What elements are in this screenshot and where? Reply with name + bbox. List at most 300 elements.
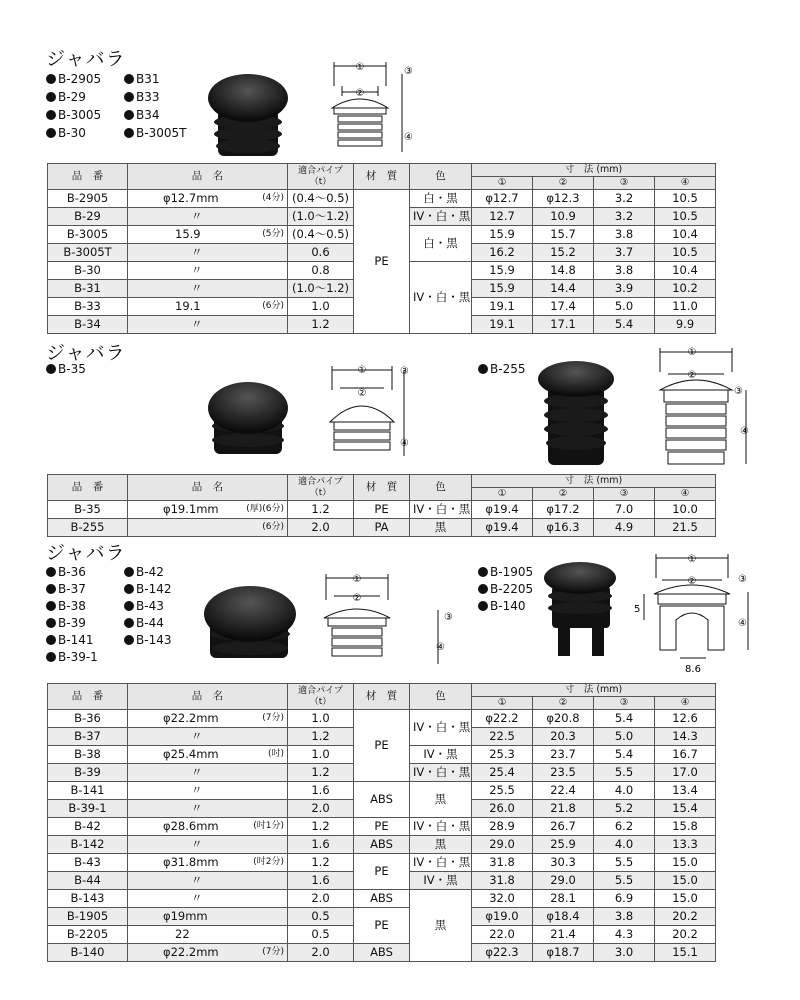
cell-d3: 3.8 (594, 262, 655, 280)
header-pipe (288, 475, 354, 501)
cell-name-text: φ22.2mm (163, 945, 219, 959)
cell-d2: 15.2 (533, 244, 594, 262)
header-d4: ④ (655, 697, 716, 710)
cell-name-text: φ19mm (163, 909, 208, 923)
bullet-icon (46, 635, 56, 645)
svg-text:④: ④ (740, 426, 749, 437)
header-dims-label: 寸 法 (564, 164, 594, 175)
header-dims-unit: (mm) (596, 164, 623, 175)
svg-text:③: ③ (400, 366, 409, 377)
model-label: B-29 (58, 90, 86, 104)
cell-d1: φ12.7 (472, 190, 533, 208)
cell-d1: 25.3 (472, 746, 533, 764)
cell-pipe: 0.5 (288, 908, 354, 926)
svg-text:④: ④ (738, 618, 747, 629)
cell-d2: 15.7 (533, 226, 594, 244)
cell-d3: 3.8 (594, 226, 655, 244)
cell-pipe: 0.5 (288, 926, 354, 944)
cell-pipe: 1.0 (288, 710, 354, 728)
cell-d1: φ19.4 (472, 501, 533, 519)
header-pipe-unit: （t） (309, 696, 332, 707)
cell-note: (7分) (262, 713, 284, 723)
svg-text:②: ② (355, 88, 365, 99)
cell-name (128, 818, 288, 836)
cell-name-text: 〃 (191, 729, 203, 743)
cell-d1: 29.0 (472, 836, 533, 854)
cell-d3: 6.9 (594, 890, 655, 908)
cell-d3: 5.4 (594, 316, 655, 334)
model-label: B-44 (136, 616, 164, 630)
cell-material: ABS (354, 782, 410, 818)
header-d1: ① (472, 488, 533, 501)
cell-name (128, 298, 288, 316)
cell-no: B-34 (48, 316, 128, 334)
bullet-icon (46, 618, 56, 628)
cell-material: PE (354, 908, 410, 944)
bullet-icon (46, 601, 56, 611)
cell-d2: 23.5 (533, 764, 594, 782)
cell-no: B-3005T (48, 244, 128, 262)
cell-name-text: 22 (175, 927, 190, 941)
cell-d1: 19.1 (472, 316, 533, 334)
cell-pipe: (1.0～1.2) (288, 208, 354, 226)
cell-d2: 23.7 (533, 746, 594, 764)
svg-text:②: ② (352, 593, 362, 604)
cell-d4: 9.9 (655, 316, 716, 334)
header-pipe-label: 適合パイプ (298, 685, 343, 696)
cell-no: B-39 (48, 764, 128, 782)
cell-d2: φ20.8 (533, 710, 594, 728)
cell-name (128, 836, 288, 854)
model-label: B-43 (136, 599, 164, 613)
cell-d3: 5.0 (594, 298, 655, 316)
cell-name (128, 782, 288, 800)
cell-no: B-142 (48, 836, 128, 854)
cell-pipe: 1.2 (288, 728, 354, 746)
header-material: 材 質 (354, 164, 410, 190)
cell-pipe: 1.2 (288, 764, 354, 782)
cell-pipe: 1.6 (288, 782, 354, 800)
bullet-icon (124, 567, 134, 577)
cell-d2: 26.7 (533, 818, 594, 836)
cell-pipe: 0.8 (288, 262, 354, 280)
dimension-diagram-1 (320, 56, 420, 156)
section2-model-right (478, 362, 525, 376)
cap-photo-3 (530, 355, 620, 470)
cell-material: PE (354, 501, 410, 519)
svg-text:②: ② (687, 370, 697, 381)
cell-material: PE (354, 818, 410, 836)
cell-material: PE (354, 190, 410, 334)
svg-text:④: ④ (400, 438, 409, 449)
cell-pipe: 1.2 (288, 316, 354, 334)
cell-d3: 3.2 (594, 190, 655, 208)
cell-pipe: 0.6 (288, 244, 354, 262)
model-label: B-141 (58, 633, 94, 647)
cell-color: 黒 (410, 836, 472, 854)
section3-model-list-right (478, 564, 533, 615)
cell-d3: 7.0 (594, 501, 655, 519)
cell-name (128, 746, 288, 764)
cell-name-text: 〃 (191, 837, 203, 851)
header-pipe-label: 適合パイプ (298, 165, 343, 176)
cell-note: (吋) (267, 749, 284, 759)
cell-no: B-35 (48, 501, 128, 519)
cell-name-text: φ25.4mm (163, 747, 219, 761)
cell-name (128, 944, 288, 962)
cell-d4: 16.7 (655, 746, 716, 764)
model-label: B-1905 (490, 565, 534, 579)
cell-d2: 17.4 (533, 298, 594, 316)
header-d2: ② (533, 177, 594, 190)
cell-d3: 5.5 (594, 872, 655, 890)
cell-d3: 5.4 (594, 710, 655, 728)
bullet-icon (46, 364, 56, 374)
cell-no: B-143 (48, 890, 128, 908)
bullet-icon (124, 74, 134, 84)
svg-text:①: ① (357, 365, 367, 376)
cell-d2: φ12.3 (533, 190, 594, 208)
cell-d4: 10.4 (655, 226, 716, 244)
dimension-diagram-3 (650, 342, 760, 472)
cap-photo-1 (200, 60, 300, 160)
cell-name (128, 280, 288, 298)
cell-d4: 20.2 (655, 908, 716, 926)
table-row (48, 818, 716, 836)
dim-label-5: 5 (634, 604, 641, 615)
cell-no: B-29 (48, 208, 128, 226)
header-dims (472, 164, 716, 177)
header-d3: ③ (594, 488, 655, 501)
cell-pipe: (0.4～0.5) (288, 226, 354, 244)
model-label: B-35 (58, 362, 86, 376)
cell-name-text: 〃 (191, 801, 203, 815)
cap-photo-2 (200, 370, 300, 460)
cell-name-text: 〃 (191, 281, 203, 295)
cell-d2: φ18.7 (533, 944, 594, 962)
cell-no: B-42 (48, 818, 128, 836)
cell-d4: 10.5 (655, 208, 716, 226)
header-hinban: 品 番 (48, 684, 128, 710)
bullet-icon (478, 567, 488, 577)
section3-model-list (46, 564, 98, 666)
cell-d2: φ18.4 (533, 908, 594, 926)
cell-no: B-3005 (48, 226, 128, 244)
header-dims-unit: (mm) (596, 475, 623, 486)
cell-color: IV・白・黒 (410, 501, 472, 519)
table-row (48, 890, 716, 908)
cell-d1: 26.0 (472, 800, 533, 818)
bullet-icon (478, 601, 488, 611)
header-d2: ② (533, 488, 594, 501)
header-pipe (288, 164, 354, 190)
model-label: B-39-1 (58, 650, 98, 664)
svg-text:③: ③ (444, 612, 453, 623)
cell-name (128, 926, 288, 944)
table-row (48, 519, 716, 537)
cell-note: (吋1分) (253, 821, 284, 831)
header-d3: ③ (594, 177, 655, 190)
table-row (48, 836, 716, 854)
cell-d2: 10.9 (533, 208, 594, 226)
header-material: 材 質 (354, 475, 410, 501)
model-label: B33 (136, 90, 160, 104)
cell-d4: 15.4 (655, 800, 716, 818)
cell-name-text: 〃 (191, 783, 203, 797)
cell-d1: 15.9 (472, 226, 533, 244)
cell-d4: 15.8 (655, 818, 716, 836)
cell-name (128, 890, 288, 908)
header-d1: ① (472, 697, 533, 710)
svg-text:③: ③ (738, 574, 747, 585)
cell-note: (7分) (262, 947, 284, 957)
cell-name (128, 226, 288, 244)
cell-d2: 14.8 (533, 262, 594, 280)
cell-color: IV・白・黒 (410, 854, 472, 872)
spec-table-2 (47, 474, 716, 537)
cell-d3: 5.5 (594, 764, 655, 782)
cell-d3: 4.9 (594, 519, 655, 537)
cell-name (128, 908, 288, 926)
cell-d4: 20.2 (655, 926, 716, 944)
section1-model-list (46, 70, 101, 142)
cell-color: IV・白・黒 (410, 262, 472, 334)
svg-text:④: ④ (404, 132, 413, 143)
cell-d2: 30.3 (533, 854, 594, 872)
cell-color: IV・白・黒 (410, 710, 472, 746)
model-label: B-36 (58, 565, 86, 579)
table-row (48, 854, 716, 872)
model-label: B-38 (58, 599, 86, 613)
header-d4: ④ (655, 488, 716, 501)
cell-d2: 25.9 (533, 836, 594, 854)
cell-no: B-31 (48, 280, 128, 298)
cell-d1: 25.4 (472, 764, 533, 782)
cell-pipe: 2.0 (288, 519, 354, 537)
cell-note: (5分) (262, 229, 284, 239)
cell-name-text: 〃 (191, 873, 203, 887)
cell-d4: 15.0 (655, 872, 716, 890)
cell-no: B-255 (48, 519, 128, 537)
cell-d1: 28.9 (472, 818, 533, 836)
header-d2: ② (533, 697, 594, 710)
cell-name (128, 710, 288, 728)
model-label: B-142 (136, 582, 172, 596)
model-label: B-2205 (490, 582, 534, 596)
bullet-icon (124, 128, 134, 138)
bullet-icon (478, 364, 488, 374)
cell-d3: 5.4 (594, 746, 655, 764)
cell-no: B-141 (48, 782, 128, 800)
model-label: B-3005 (58, 108, 102, 122)
cell-d1: φ22.3 (472, 944, 533, 962)
section2-model (46, 362, 86, 376)
section1-title: ジャバラ (46, 48, 126, 70)
model-label: B-2905 (58, 72, 102, 86)
cell-color: IV・白・黒 (410, 818, 472, 836)
svg-text:①: ① (355, 62, 365, 73)
cell-d1: φ19.4 (472, 519, 533, 537)
model-label: B-143 (136, 633, 172, 647)
cell-color: 黒 (410, 890, 472, 962)
bullet-icon (124, 618, 134, 628)
cell-d1: φ22.2 (472, 710, 533, 728)
cell-d2: 17.1 (533, 316, 594, 334)
header-color: 色 (410, 684, 472, 710)
bullet-icon (46, 74, 56, 84)
cell-pipe: 2.0 (288, 800, 354, 818)
header-pipe-unit: （t） (309, 487, 332, 498)
cell-d3: 3.0 (594, 944, 655, 962)
cell-name (128, 501, 288, 519)
cell-d4: 15.0 (655, 854, 716, 872)
cell-no: B-140 (48, 944, 128, 962)
cell-name-text: φ19.1mm (163, 502, 219, 516)
header-d4: ④ (655, 177, 716, 190)
cell-material: PE (354, 710, 410, 782)
cell-d4: 17.0 (655, 764, 716, 782)
cell-d4: 10.4 (655, 262, 716, 280)
model-label: B-255 (490, 362, 526, 376)
cell-material: ABS (354, 944, 410, 962)
cell-pipe: 1.2 (288, 501, 354, 519)
cell-d1: 25.5 (472, 782, 533, 800)
cell-d1: 31.8 (472, 872, 533, 890)
cell-pipe: 1.0 (288, 746, 354, 764)
svg-text:②: ② (687, 576, 697, 587)
header-d3: ③ (594, 697, 655, 710)
model-label: B-39 (58, 616, 86, 630)
cell-d3: 6.2 (594, 818, 655, 836)
cell-d1: 22.5 (472, 728, 533, 746)
cell-name (128, 728, 288, 746)
cell-d3: 3.9 (594, 280, 655, 298)
model-label: B-30 (58, 126, 86, 140)
cell-color: IV・黒 (410, 872, 472, 890)
svg-text:①: ① (352, 574, 362, 585)
cell-color: 白・黒 (410, 190, 472, 208)
cell-pipe: 2.0 (288, 890, 354, 908)
header-material: 材 質 (354, 684, 410, 710)
cell-d3: 4.0 (594, 782, 655, 800)
cell-no: B-39-1 (48, 800, 128, 818)
cell-name (128, 262, 288, 280)
header-hinmei: 品 名 (128, 684, 288, 710)
header-pipe (288, 684, 354, 710)
cell-name (128, 190, 288, 208)
cell-color: 黒 (410, 782, 472, 818)
cell-d2: 28.1 (533, 890, 594, 908)
cell-d3: 3.2 (594, 208, 655, 226)
cell-no: B-43 (48, 854, 128, 872)
cell-color: IV・白・黒 (410, 764, 472, 782)
header-pipe-unit: （t） (309, 176, 332, 187)
cell-d3: 4.3 (594, 926, 655, 944)
cell-no: B-30 (48, 262, 128, 280)
cell-d3: 3.7 (594, 244, 655, 262)
svg-text:③: ③ (404, 66, 413, 77)
header-pipe-label: 適合パイプ (298, 476, 343, 487)
cell-d2: 29.0 (533, 872, 594, 890)
cell-material: PE (354, 854, 410, 890)
cell-d4: 15.1 (655, 944, 716, 962)
cell-name-text: φ31.8mm (163, 855, 219, 869)
cell-no: B-1905 (48, 908, 128, 926)
cell-d4: 15.0 (655, 890, 716, 908)
cell-note: (吋2分) (253, 857, 284, 867)
cell-name-text: 〃 (191, 317, 203, 331)
cell-color: IV・黒 (410, 746, 472, 764)
cell-name (128, 872, 288, 890)
bullet-icon (46, 92, 56, 102)
header-color: 色 (410, 475, 472, 501)
cap-photo-5 (540, 560, 620, 660)
cell-d2: 22.4 (533, 782, 594, 800)
model-label: B-37 (58, 582, 86, 596)
cell-color: 白・黒 (410, 226, 472, 262)
bullet-icon (478, 584, 488, 594)
dimension-diagram-4 (320, 570, 470, 670)
cell-name (128, 208, 288, 226)
cell-d3: 5.2 (594, 800, 655, 818)
cell-no: B-36 (48, 710, 128, 728)
svg-text:③: ③ (734, 386, 743, 397)
svg-text:①: ① (687, 347, 697, 358)
cell-name (128, 800, 288, 818)
cell-d4: 10.5 (655, 190, 716, 208)
cell-name-text: 〃 (191, 245, 203, 259)
cell-material: ABS (354, 890, 410, 908)
cell-d4: 10.0 (655, 501, 716, 519)
cell-pipe: 1.0 (288, 298, 354, 316)
cell-color: IV・白・黒 (410, 208, 472, 226)
cell-d2: φ16.3 (533, 519, 594, 537)
cell-material: ABS (354, 836, 410, 854)
cell-pipe: (0.4～0.5) (288, 190, 354, 208)
cell-name-text: φ22.2mm (163, 711, 219, 725)
cell-d4: 10.5 (655, 244, 716, 262)
cell-d2: 21.8 (533, 800, 594, 818)
bullet-icon (46, 567, 56, 577)
bullet-icon (46, 652, 56, 662)
cell-name (128, 316, 288, 334)
bullet-icon (46, 128, 56, 138)
header-dims-label: 寸 法 (564, 475, 594, 486)
cell-d2: φ17.2 (533, 501, 594, 519)
header-hinban: 品 番 (48, 475, 128, 501)
bullet-icon (46, 584, 56, 594)
svg-text:④: ④ (436, 642, 445, 653)
header-dims (472, 475, 716, 488)
header-dims (472, 684, 716, 697)
header-hinmei: 品 名 (128, 164, 288, 190)
cell-d2: 20.3 (533, 728, 594, 746)
cell-note: (4分) (262, 193, 284, 203)
cell-name-text: 〃 (191, 765, 203, 779)
cell-no: B-33 (48, 298, 128, 316)
table-row (48, 710, 716, 728)
cell-name-text: φ28.6mm (163, 819, 219, 833)
cell-no: B-2905 (48, 190, 128, 208)
cell-note: (6分) (262, 522, 284, 532)
bullet-icon (124, 635, 134, 645)
cell-d1: φ19.0 (472, 908, 533, 926)
cell-no: B-44 (48, 872, 128, 890)
cap-photo-4 (196, 578, 306, 668)
cell-note: (厚)(6分) (246, 504, 284, 514)
cell-name (128, 519, 288, 537)
bullet-icon (124, 584, 134, 594)
